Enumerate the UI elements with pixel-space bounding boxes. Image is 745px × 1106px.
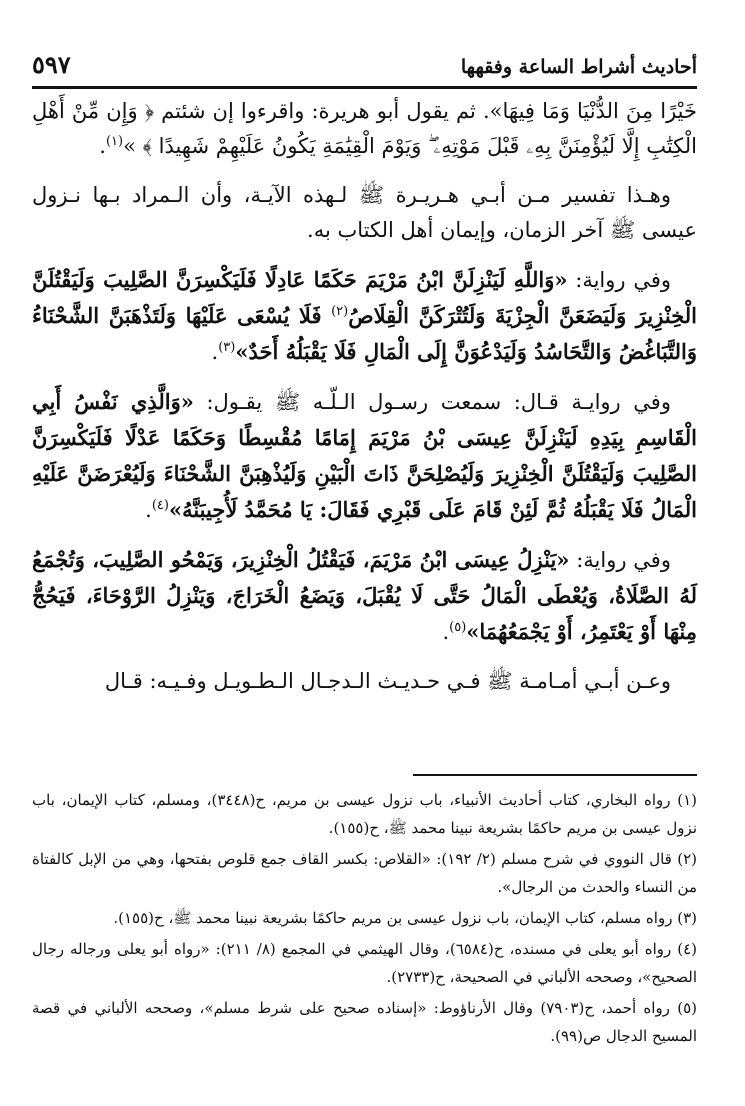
footnote-1: (١) رواه البخاري، كتاب أحاديث الأنبياء، باب نزول عيسى بن مريم، ح(٣٤٤٨)، ومسلم، كتاب الإيمان، باب نزول عيسى بن مريم حاكمًا بشريعة نبينا محمد ﷺ، ح(١٥٥).	[32, 791, 697, 837]
footnote-ref: (٢)	[331, 304, 349, 319]
footnote-5: (٥) رواه أحمد، ح(٧٩٠٣) وقال الأرناؤوط: «إسناده صحيح على شرط مسلم»، وصححه الألباني في قصة المسيح الدجال ص(٩٩).	[32, 999, 698, 1045]
running-title: أحاديث أشراط الساعة وفقهها	[460, 56, 697, 78]
paragraph-text: وفي رواية:	[567, 268, 671, 292]
page-number: ٥٩٧	[32, 50, 71, 79]
footnote-ref: (٣)	[218, 340, 236, 355]
footnote-ref: (٥)	[449, 620, 467, 635]
paragraph-text: خَيْرًا مِنَ الدُّنْيَا وَمَا فِيهَا». ثم يقول أبو هريرة: واقرءوا إن شئتم ﴿ وَإِن مِّنْ أَهْلِ الْكِتَٰبِ إِلَّا لَيُؤْمِنَنَّ بِهِۦ قَبْلَ مَوْتِهِۦ ۖ وَيَوْمَ الْقِيَٰمَةِ يَكُونُ عَلَيْهِمْ شَهِيدًا ﴾ »	[32, 99, 697, 158]
footnote-3: (٣) رواه مسلم، كتاب الإيمان، باب نزول عيسى بن مريم حاكمًا بشريعة نبينا محمد ﷺ، ح(١٥٥).	[113, 909, 697, 927]
paragraph-text: .	[145, 498, 152, 522]
paragraph-text: .	[99, 134, 106, 158]
page-header	[32, 44, 697, 89]
paragraph	[32, 664, 697, 699]
footnote-ref: (٤)	[151, 498, 169, 513]
paragraph	[32, 542, 697, 650]
footnote-separator	[413, 774, 697, 776]
footnote-ref: (١)	[105, 134, 124, 149]
paragraph	[32, 384, 697, 528]
paragraph-text: .	[211, 340, 219, 364]
main-text	[32, 94, 697, 713]
footnote-4: (٤) رواه أبو يعلى في مسنده، ح(٦٥٨٤)، وقال الهيثمي في المجمع (٨/ ٢١١): «رواه أبو يعلى ورجاله رجال الصحيح»، وصححه الألباني في الصحيحة، ح(٢٧٣٣).	[32, 940, 698, 986]
footnote-2: (٢) قال النووي في شرح مسلم (٢/ ١٩٢): «القلاص: بكسر القاف جمع قلوص بفتحها، وهي من الإبل كالفتاة من النساء والحدث من الرجال».	[32, 850, 697, 896]
hadith-quote: «يَنْزِلُ عِيسَى ابْنُ مَرْيَمَ، فَيَقْتُلُ الْخِنْزِيرَ، وَيَمْحُو الصَّلِيبَ، وَتُجْمَعُ لَهُ الصَّلَاةُ، وَيُعْطَى الْمَالُ حَتَّى لَا يُقْبَلَ، وَيَضَعُ الْخَرَاجَ، وَيَنْزِلُ الرَّوْحَاءَ، فَيَحُجُّ مِنْهَا أَوْ يَعْتَمِرُ، أَوْ يَجْمَعُهُمَا»	[32, 547, 697, 644]
paragraph-text: وهـذا تفسير مـن أبـي هـريـرة ﷺ لـهذه الآيـة، وأن الـمراد بـها نـزول عيسى ﷺ آخر الزمان، وإيمان أهل الكتاب به.	[32, 183, 697, 242]
paragraph-text: وفي رواية:	[569, 548, 671, 572]
hadith-quote: «وَاللَّهِ لَيَنْزِلَنَّ ابْنُ مَرْيَمَ حَكَمًا عَادِلًا فَلَيَكْسِرَنَّ الصَّلِيبَ وَلَيَقْتُلَنَّ الْخِنْزِيرَ وَلَيَضَعَنَّ الْجِزْيَةَ وَلَتُتْرَكَنَّ الْقِلَاصُ	[32, 267, 697, 328]
paragraph	[32, 178, 697, 248]
hadith-quote: فَلَا يُسْعَى عَلَيْهَا وَلَتَذْهَبَنَّ الشَّحْنَاءُ وَالتَّبَاغُضُ وَالتَّحَاسُدُ وَلَيَدْعُوَنَّ إِلَى الْمَالِ فَلَا يَقْبَلُهُ أَحَدٌ»	[32, 303, 697, 364]
hadith-quote: «وَالَّذِي نَفْسُ أَبِي الْقَاسِمِ بِيَدِهِ لَيَنْزِلَنَّ عِيسَى بْنُ مَرْيَمَ إِمَامًا مُقْسِطًا وَحَكَمًا عَدْلًا فَلَيَكْسِرَنَّ الصَّلِيبَ وَلَيَقْتُلَنَّ الْخِنْزِيرَ وَلَيُصْلِحَنَّ ذَاتَ الْبَيْنِ وَلَيُذْهِبَنَّ الشَّحْنَاءَ وَلَيُعْرَضَنَّ عَلَيْهِ الْمَالُ فَلَا يَقْبَلُهُ ثُمَّ لَئِنْ قَامَ عَلَى قَبْرِي فَقَالَ: يَا مُحَمَّدُ لَأُجِيبَنَّهُ»	[32, 389, 697, 522]
paragraph-text: .	[442, 620, 450, 644]
paragraph-text: وفي روايـة قـال: سمعت رسـول الـلّـه ﷺ يقـول:	[193, 390, 671, 414]
paragraph	[32, 94, 697, 164]
paragraph-text: وعـن أبـي أمـامـة ﷺ فـي حـديـث الـدجـال الـطـويـل وفـيـه: قـال	[104, 669, 671, 693]
paragraph	[32, 262, 697, 370]
footnotes	[32, 786, 697, 1053]
